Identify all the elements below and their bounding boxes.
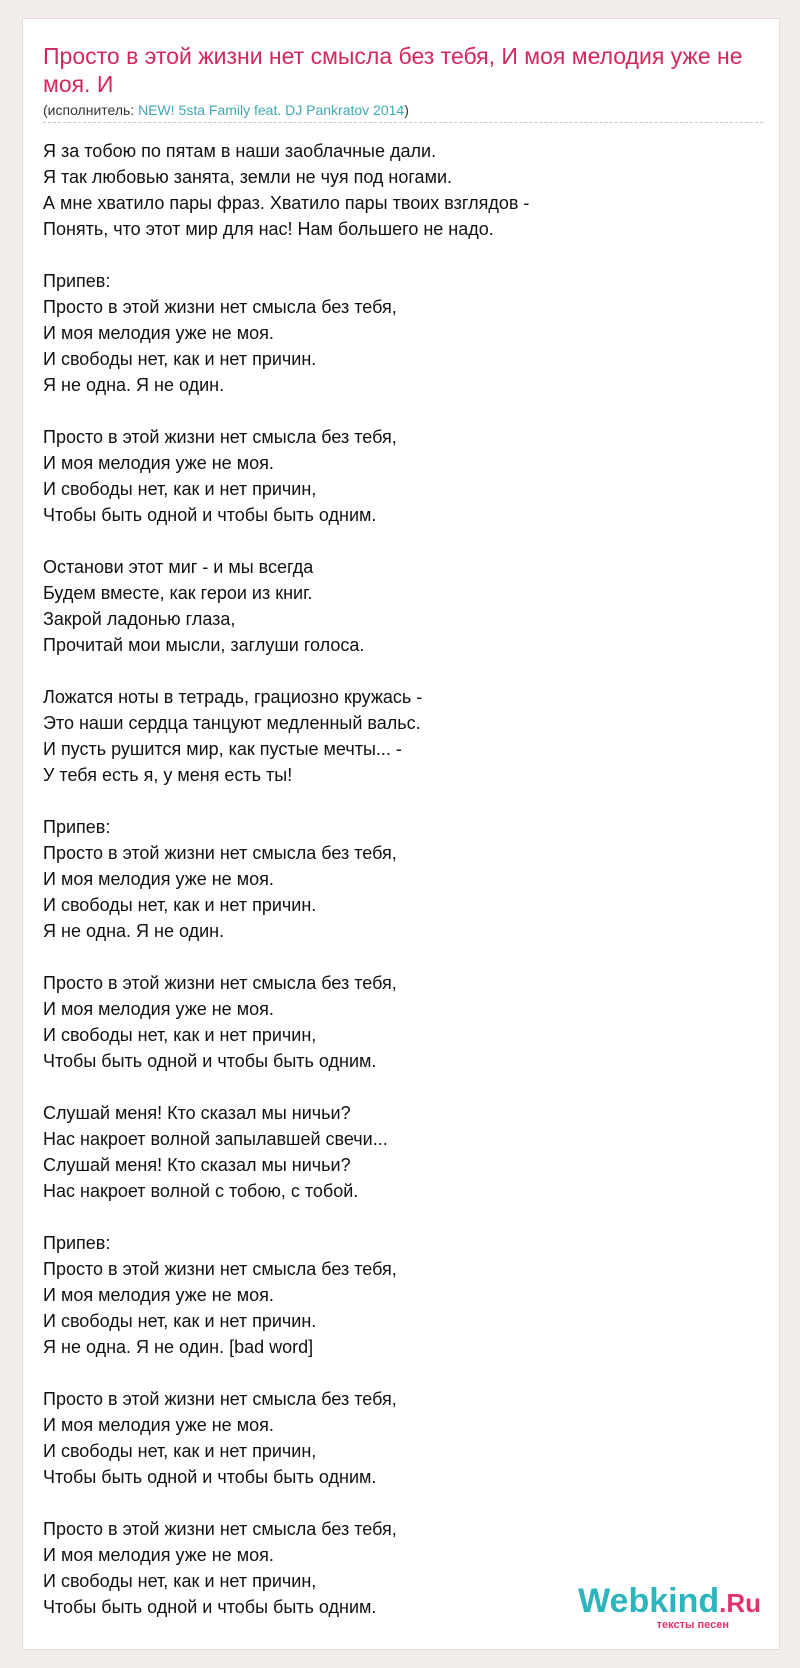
lyric-line: Будем вместе, как герои из книг. (43, 583, 313, 603)
site-logo[interactable] (578, 1581, 761, 1641)
lyric-line: Это наши сердца танцуют медленный вальс. (43, 713, 421, 733)
lyric-blank-line (43, 788, 763, 814)
lyric-line: И свободы нет, как и нет причин, (43, 1025, 317, 1045)
lyric-line: И свободы нет, как и нет причин. (43, 1311, 317, 1331)
lyric-line: Я не одна. Я не один. (43, 375, 225, 395)
artist-prefix: (исполнитель: (43, 102, 139, 118)
lyric-blank-line (43, 1204, 763, 1230)
lyric-blank-line (43, 1490, 763, 1516)
lyric-line: И моя мелодия уже не моя. (43, 1545, 274, 1565)
lyric-blank-line (43, 1074, 763, 1100)
logo-tagline: тексты песен (656, 1619, 729, 1631)
lyric-line: Закрой ладонью глаза, (43, 609, 236, 629)
lyric-line: И моя мелодия уже не моя. (43, 869, 274, 889)
lyric-line: Я не одна. Я не один. (43, 921, 225, 941)
lyric-line: Просто в этой жизни нет смысла без тебя, (43, 1519, 397, 1539)
artist-line (43, 101, 409, 119)
artist-link[interactable]: NEW! 5sta Family feat. DJ Pankratov 2014 (138, 102, 405, 118)
lyric-blank-line (43, 1360, 763, 1386)
lyric-line: И свободы нет, как и нет причин, (43, 1441, 317, 1461)
lyric-line: Просто в этой жизни нет смысла без тебя, (43, 1389, 397, 1409)
artist-suffix: ) (404, 102, 409, 118)
lyric-line: И моя мелодия уже не моя. (43, 1415, 274, 1435)
lyric-line: А мне хватило пары фраз. Хватило пары твоих взглядов - (43, 193, 530, 213)
lyric-line: Просто в этой жизни нет смысла без тебя, (43, 973, 397, 993)
lyric-line: Припев: (43, 817, 111, 837)
title-divider (43, 122, 763, 123)
lyric-line: И моя мелодия уже не моя. (43, 323, 274, 343)
lyric-blank-line (43, 658, 763, 684)
lyric-line: И пусть рушится мир, как пустые мечты... - (43, 739, 402, 759)
lyric-line: Просто в этой жизни нет смысла без тебя, (43, 297, 397, 317)
lyric-line: Понять, что этот мир для нас! Нам большего не надо. (43, 219, 494, 239)
lyric-line: Просто в этой жизни нет смысла без тебя, (43, 1259, 397, 1279)
lyric-line: Слушай меня! Кто сказал мы ничьи? (43, 1155, 351, 1175)
lyric-line: Прочитай мои мысли, заглуши голоса. (43, 635, 365, 655)
lyric-line: Я не одна. Я не один. [bad word] (43, 1337, 314, 1357)
lyric-line: Чтобы быть одной и чтобы быть одним. (43, 1597, 377, 1617)
lyrics-card (22, 18, 780, 1650)
lyric-line: И свободы нет, как и нет причин. (43, 895, 317, 915)
lyric-blank-line (43, 944, 763, 970)
lyric-line: И свободы нет, как и нет причин, (43, 479, 317, 499)
lyric-line: Припев: (43, 271, 111, 291)
logo-main-text: Webkind (578, 1582, 720, 1620)
lyric-line: Слушай меня! Кто сказал мы ничьи? (43, 1103, 351, 1123)
lyric-line: Нас накроет волной с тобою, с тобой. (43, 1181, 359, 1201)
lyric-blank-line (43, 242, 763, 268)
lyric-line: Ложатся ноты в тетрадь, грациозно кружась - (43, 687, 423, 707)
song-title: Просто в этой жизни нет смысла без тебя, И моя мелодия уже не моя. И (43, 43, 743, 97)
logo-wordmark (578, 1581, 761, 1623)
lyric-line: И свободы нет, как и нет причин. (43, 349, 317, 369)
lyric-line: Нас накроет волной запылавшей свечи... (43, 1129, 388, 1149)
lyric-line: У тебя есть я, у меня есть ты! (43, 765, 293, 785)
lyric-line: Просто в этой жизни нет смысла без тебя, (43, 427, 397, 447)
lyric-line: Останови этот миг - и мы всегда (43, 557, 314, 577)
lyric-line: Просто в этой жизни нет смысла без тебя, (43, 843, 397, 863)
logo-tld: .Ru (719, 1588, 761, 1618)
lyric-line: И моя мелодия уже не моя. (43, 1285, 274, 1305)
lyric-line: Чтобы быть одной и чтобы быть одним. (43, 1051, 377, 1071)
lyrics-text (43, 138, 763, 1620)
lyric-line: И моя мелодия уже не моя. (43, 453, 274, 473)
lyric-line: Припев: (43, 1233, 111, 1253)
lyric-blank-line (43, 528, 763, 554)
lyric-line: Я за тобою по пятам в наши заоблачные дали. (43, 141, 437, 161)
lyric-line: Я так любовью занята, земли не чуя под ногами. (43, 167, 452, 187)
lyric-line: Чтобы быть одной и чтобы быть одним. (43, 1467, 377, 1487)
lyric-line: И моя мелодия уже не моя. (43, 999, 274, 1019)
lyric-line: И свободы нет, как и нет причин, (43, 1571, 317, 1591)
lyric-blank-line (43, 398, 763, 424)
lyric-line: Чтобы быть одной и чтобы быть одним. (43, 505, 377, 525)
